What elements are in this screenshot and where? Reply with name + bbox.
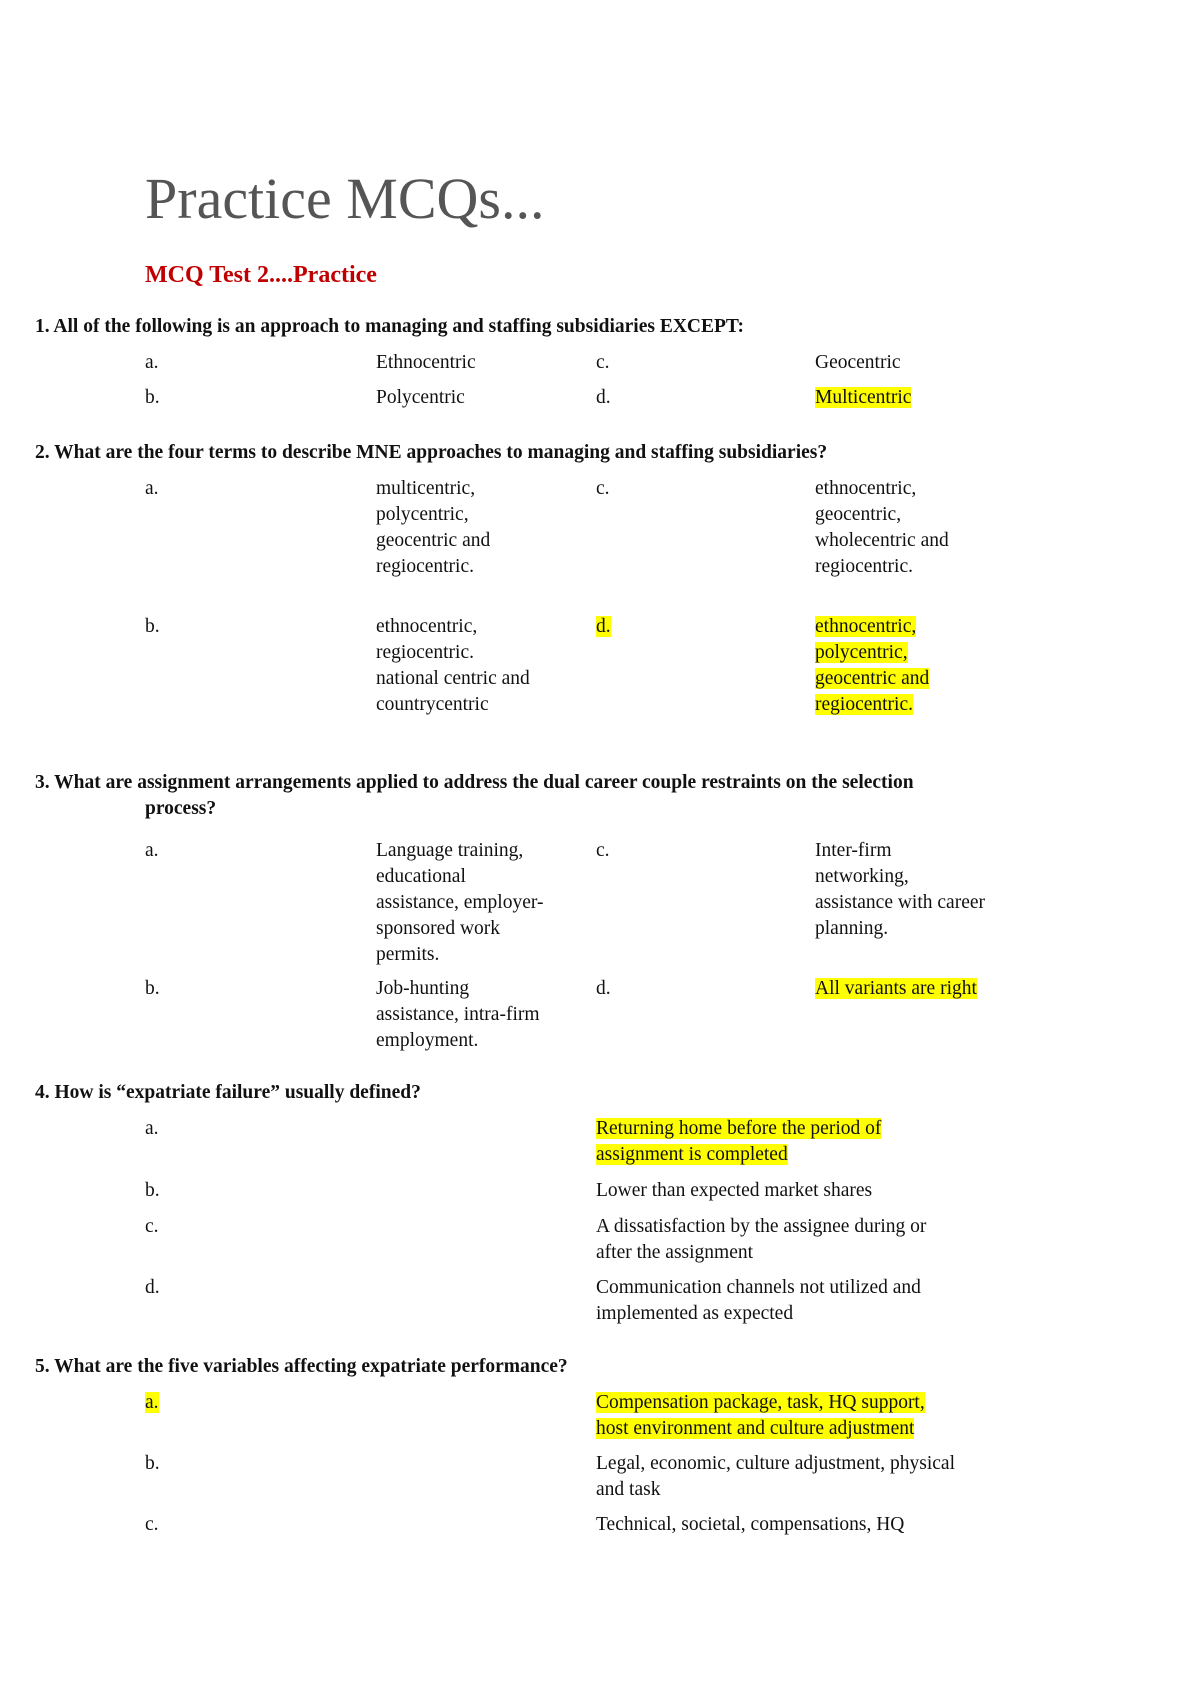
q3-a-line: sponsored work [376, 918, 501, 939]
q2-d-line: geocentric and [815, 668, 930, 689]
q1-option-a-letter: a. [145, 352, 159, 373]
q5-option-a-text [596, 1390, 925, 1442]
q5-b-line: and task [596, 1479, 661, 1500]
q4-c-line: after the assignment [596, 1242, 754, 1263]
q5-a-line: host environment and culture adjustment [596, 1418, 915, 1439]
q1-option-d-letter: d. [596, 387, 611, 408]
q5-option-a-letter [145, 1390, 159, 1416]
question-3-line-1: 3. What are assignment arrangements applied to address the dual career couple restraints on the selection [35, 772, 914, 793]
q3-c-line: assistance with career [815, 892, 985, 913]
q3-a-line: Language training, [376, 840, 524, 861]
question-5: 5. What are the five variables affecting expatriate performance? [35, 1356, 568, 1377]
q1-option-b-letter: b. [145, 387, 160, 408]
q5-option-c-letter: c. [145, 1514, 159, 1535]
q3-b-line: assistance, intra-firm [376, 1004, 540, 1025]
q3-b-line: Job-hunting [376, 978, 470, 999]
q3-option-b-letter: b. [145, 978, 160, 999]
q1-option-d-text [815, 385, 911, 411]
q3-c-line: Inter-firm [815, 840, 892, 861]
q5-b-line: Legal, economic, culture adjustment, physical [596, 1453, 956, 1474]
q2-d-line: ethnocentric, [815, 616, 917, 637]
q3-answer-highlight: All variants are right [815, 978, 977, 999]
q5-option-b-text [596, 1451, 955, 1503]
q4-option-d-text [596, 1275, 921, 1327]
q3-option-b-text [376, 976, 540, 1054]
q2-a-line: geocentric and [376, 530, 491, 551]
q2-c-line: geocentric, [815, 504, 902, 525]
q3-a-line: educational [376, 866, 466, 887]
q4-option-c-text [596, 1214, 926, 1266]
q4-d-line: implemented as expected [596, 1303, 794, 1324]
q2-option-d-text [815, 614, 929, 718]
q1-option-a-text: Ethnocentric [376, 352, 476, 373]
q3-c-line: planning. [815, 918, 889, 939]
q2-answer-letter-highlight: d. [596, 616, 611, 637]
q1-option-c-text: Geocentric [815, 352, 901, 373]
q2-b-line: national centric and [376, 668, 530, 689]
q4-option-b-letter: b. [145, 1180, 160, 1201]
q4-b-line: Lower than expected market shares [596, 1180, 873, 1201]
q1-answer-highlight: Multicentric [815, 387, 912, 408]
q4-option-d-letter: d. [145, 1277, 160, 1298]
q4-d-line: Communication channels not utilized and [596, 1277, 921, 1298]
q2-b-line: regiocentric. [376, 642, 474, 663]
q1-option-b-text: Polycentric [376, 387, 465, 408]
q2-a-line: polycentric, [376, 504, 469, 525]
q1-option-c-letter: c. [596, 352, 610, 373]
q4-a-line: assignment is completed [596, 1144, 788, 1165]
q2-option-c-text [815, 476, 949, 580]
q3-a-line: permits. [376, 944, 440, 965]
q5-c-line: Technical, societal, compensations, HQ [596, 1514, 905, 1535]
q4-option-a-text [596, 1116, 881, 1168]
q2-c-line: regiocentric. [815, 556, 913, 577]
q3-option-c-text [815, 838, 985, 942]
q5-option-c-text [596, 1512, 904, 1538]
q3-b-line: employment. [376, 1030, 479, 1051]
q2-option-d-letter [596, 614, 611, 640]
q2-c-line: ethnocentric, [815, 478, 917, 499]
q2-option-b-letter: b. [145, 616, 160, 637]
q3-option-d-letter: d. [596, 978, 611, 999]
q5-a-line: Compensation package, task, HQ support, [596, 1392, 925, 1413]
q2-a-line: regiocentric. [376, 556, 474, 577]
q3-c-line: networking, [815, 866, 909, 887]
q3-a-line: assistance, employer- [376, 892, 544, 913]
q3-option-c-letter: c. [596, 840, 610, 861]
q2-c-line: wholecentric and [815, 530, 949, 551]
q5-option-b-letter: b. [145, 1453, 160, 1474]
question-4: 4. How is “expatriate failure” usually defined? [35, 1082, 421, 1103]
q4-c-line: A dissatisfaction by the assignee during or [596, 1216, 927, 1237]
q2-a-line: multicentric, [376, 478, 476, 499]
page-subtitle: MCQ Test 2....Practice [145, 262, 377, 288]
q2-b-line: ethnocentric, [376, 616, 478, 637]
q4-option-a-letter: a. [145, 1118, 159, 1139]
q3-option-a-text [376, 838, 543, 968]
q2-d-line: polycentric, [815, 642, 908, 663]
q2-b-line: countrycentric [376, 694, 489, 715]
question-1: 1. All of the following is an approach to managing and staffing subsidiaries EXCEPT: [35, 316, 744, 337]
q3-option-d-text [815, 976, 977, 1002]
q3-option-a-letter: a. [145, 840, 159, 861]
q4-option-b-text [596, 1178, 872, 1204]
q2-d-line: regiocentric. [815, 694, 913, 715]
question-2: 2. What are the four terms to describe MNE approaches to managing and staffing subsidiaries? [35, 442, 828, 463]
page-title: Practice MCQs... [145, 166, 545, 231]
q2-option-c-letter: c. [596, 478, 610, 499]
q2-option-a-text [376, 476, 490, 580]
q2-option-b-text [376, 614, 530, 718]
q5-answer-letter-highlight: a. [145, 1392, 159, 1413]
question-3-line-2: process? [145, 798, 217, 819]
q4-option-c-letter: c. [145, 1216, 159, 1237]
q4-a-line: Returning home before the period of [596, 1118, 882, 1139]
q2-option-a-letter: a. [145, 478, 159, 499]
